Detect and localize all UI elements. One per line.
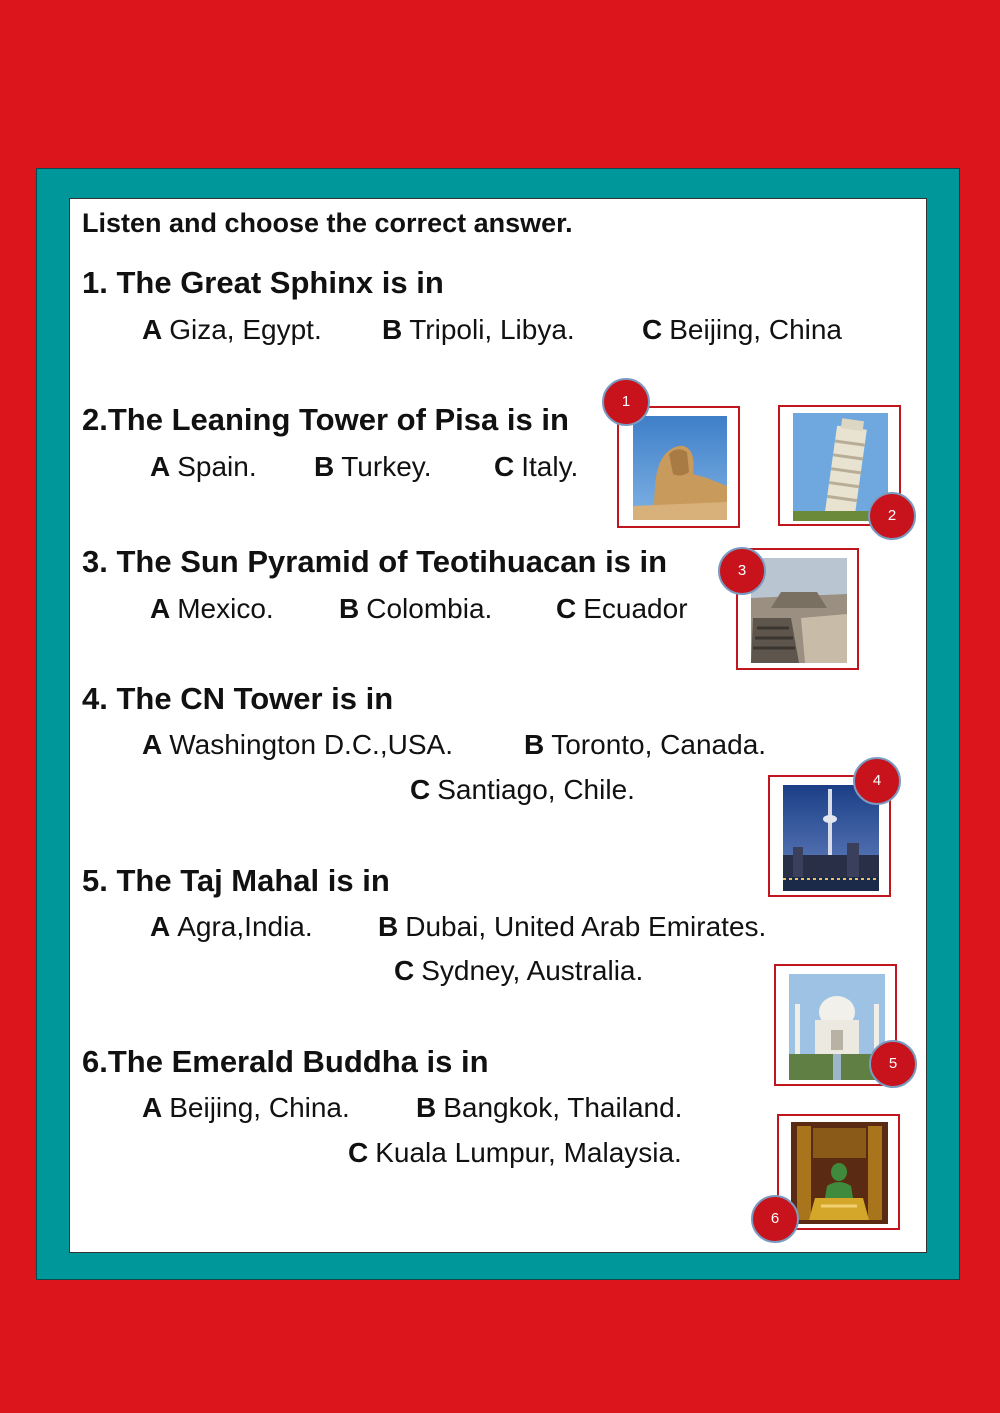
sphinx-picture[interactable] (617, 406, 740, 528)
q3-option-a[interactable]: A Mexico. (150, 593, 274, 624)
q2-option-b[interactable]: B Turkey. (314, 451, 432, 482)
q1-option-a[interactable]: A Giza, Egypt. (142, 314, 322, 345)
instruction-text: Listen and choose the correct answer. (82, 208, 573, 238)
question-3-title: 3. The Sun Pyramid of Teotihuacan is in (82, 544, 668, 579)
picture-badge-2: 2 (868, 492, 916, 540)
q4-option-c[interactable]: C Santiago, Chile. (410, 774, 635, 805)
q6-option-a[interactable]: A Beijing, China. (142, 1092, 350, 1123)
q4-option-a[interactable]: A Washington D.C.,USA. (142, 729, 453, 760)
picture-badge-3: 3 (718, 547, 766, 595)
question-1-title: 1. The Great Sphinx is in (82, 265, 444, 300)
question-4-title: 4. The CN Tower is in (82, 681, 394, 716)
q2-option-c[interactable]: C Italy. (494, 451, 579, 482)
q1-option-b[interactable]: B Tripoli, Libya. (382, 314, 575, 345)
question-5-title: 5. The Taj Mahal is in (82, 863, 390, 898)
question-6-title: 6.The Emerald Buddha is in (82, 1044, 489, 1079)
question-2-title: 2.The Leaning Tower of Pisa is in (82, 402, 569, 437)
picture-badge-4: 4 (853, 757, 901, 805)
emerald-buddha-image (791, 1122, 888, 1224)
q5-option-c[interactable]: C Sydney, Australia. (394, 955, 644, 986)
picture-badge-1: 1 (602, 378, 650, 426)
sphinx-image (633, 416, 727, 520)
q3-option-c[interactable]: C Ecuador (556, 593, 688, 624)
q5-option-a[interactable]: A Agra,India. (150, 911, 313, 942)
picture-badge-6: 6 (751, 1195, 799, 1243)
q3-option-b[interactable]: B Colombia. (339, 593, 493, 624)
q4-option-b[interactable]: B Toronto, Canada. (524, 729, 767, 760)
q6-option-c[interactable]: C Kuala Lumpur, Malaysia. (348, 1137, 682, 1168)
picture-badge-5: 5 (869, 1040, 917, 1088)
q2-option-a[interactable]: A Spain. (150, 451, 257, 482)
q1-option-c[interactable]: C Beijing, China (642, 314, 843, 345)
q6-option-b[interactable]: B Bangkok, Thailand. (416, 1092, 683, 1123)
q5-option-b[interactable]: B Dubai, United Arab Emirates. (378, 911, 767, 942)
